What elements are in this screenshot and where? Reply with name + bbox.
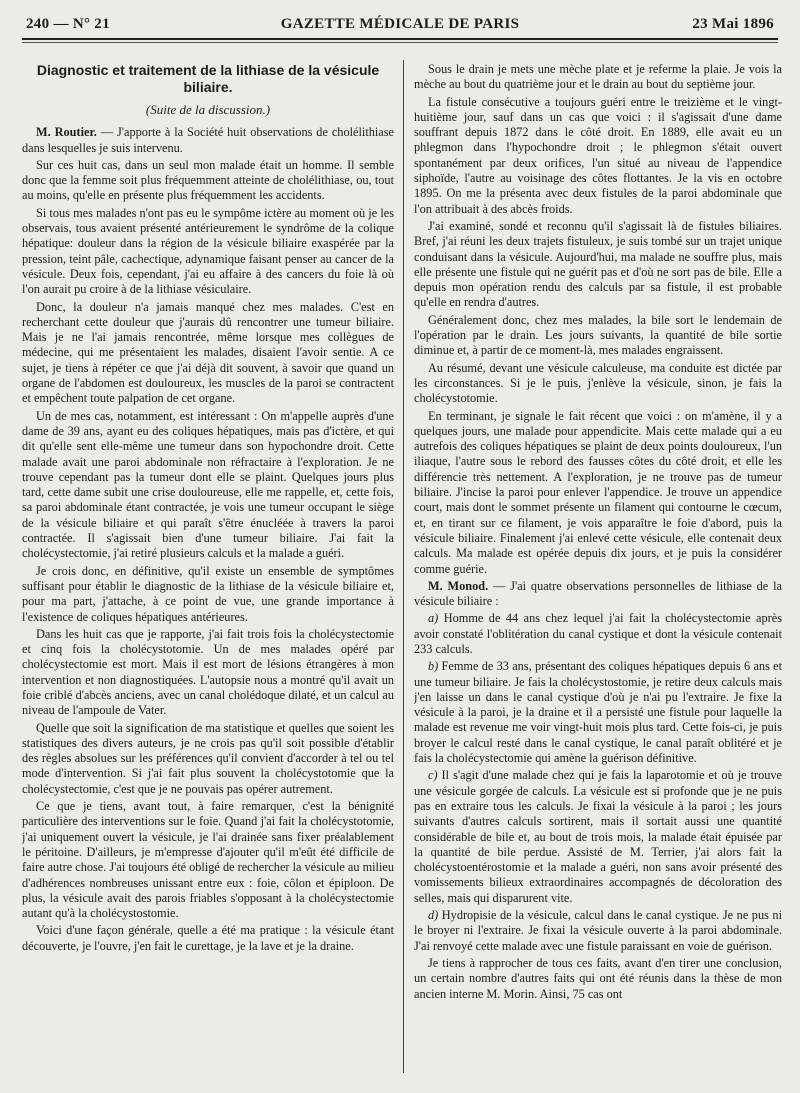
paragraph: Si tous mes malades n'ont pas eu le sympôme ictère au moment où je les observais, tous avaient présenté antérieurement le syndrôme de la colique hépatique: douleur dans la région de la vésicule biliaire exaspérée par la pression, teint pâle, cachectique, adynamique faisant penser au cancer de la vésicule. Deux fois, cependant, j'ai eu affaire à des cancers du foie là où l'on aurait pu croire à de la lithiase vésiculaire. [22,205,394,297]
article-title: Diagnostic et traitement de la lithiase de la vésicule biliaire. [36,62,380,95]
column-divider [403,60,404,1073]
paragraph: Voici d'une façon générale, quelle a été ma pratique : la vésicule étant découverte, je l'ouvre, j'en fait le curettage, je la lave et je la draine. [22,923,394,953]
page-header [26,14,774,38]
case-item [414,611,782,657]
speaker-name: M. Monod. [428,578,489,593]
paragraph: Dans les huit cas que je rapporte, j'ai fait trois fois la cholécystectomie et cinq fois la cholécystotomie. Un de mes malades opéré par cholécystectomie est mort. Mais il est mort de lésions étrangères à mon intervention et non diagnostiquées. L'autopsie nous a montré qu'il avait un foie criblé d'abcès anciens, avec un canal cholédoque dilaté, et un calcul au niveau de l'ampoule de Vater. [22,626,394,718]
speaker-name: M. Routier. [36,125,97,140]
case-letter: a) [428,611,439,626]
left-column [22,62,394,1075]
case-text: Hydropisie de la vésicule, calcul dans le canal cystique. Je ne pus ni le broyer ni l'extraire. Je fixai la vésicule ouverte à la paroi abdominale. J'ai renvoyé cette malade avec une fistule paraissant en voie de guérison. [414,908,782,953]
case-text: Femme de 33 ans, présentant des coliques hépatiques depuis 6 ans et une tumeur biliaire. Je fais la cholécystostomie, je retire deux calculs mais j'en laisse un dans le canal cystique d'où je n'ai pu l'extraire. Je fixe la vésicule à la paroi, je la draine et il a persisté une fistule pour laquelle la malade est revenue me voir vingt-huit mois plus tard. Cette fois-ci, je puis broyer le calcul resté dans le canal cystique, le canal paraît oblitéré et je fais la cholécystectomie qui amène la guérison définitive. [414,659,782,766]
paragraph: Au résumé, devant une vésicule calculeuse, ma conduite est dictée par les circonstances. Si je le puis, j'enlève la vésicule, sinon, je fais la cholécystotomie. [414,360,782,406]
header-rule [22,38,778,40]
page-number: 240 [26,16,50,32]
case-text: Homme de 44 ans chez lequel j'ai fait la cholécystectomie après avoir constaté l'oblitération du canal cystique et dont la vésicule contenait 233 calculs. [414,611,782,656]
journal-title: GAZETTE MÉDICALE DE PARIS [280,16,520,32]
page-number-separator: — [53,16,73,32]
paragraph: Donc, la douleur n'a jamais manqué chez mes malades. C'est en recherchant cette douleur que j'aurais dû rencontrer une tumeur biliaire. Mais je ne l'ai jamais rencontrée, même lorsque mes collègues de médecine, qui me présentaient les malades, disaient l'avoir sentie. A ce sujet, je tiens à répéter ce que j'ai déjà dit souvent, à savoir que quand un organe de l'abdomen est douloureux, les muscles de la paroi se contractent et empêchent toute palpation de cet organe. [22,299,394,406]
paragraph: Généralement donc, chez mes malades, la bile sort le lendemain de l'opération par le drain. Les jours suivants, la quantité de bile sortie diminue et, à partir de ce moment-là, mes malades engraissent. [414,312,782,358]
paragraph: En terminant, je signale le fait récent que voici : on m'amène, il y a quelques jours, une malade pour appendicite. Mais cette malade qui a eu autrefois des coliques hépatiques se plaint de deux points douloureux, l'un iliaque, l'autre sous le rebord des fausses côtes du côté droit, et elle les différencie très nettement. A l'exploration, je ne trouve pas de tumeur biliaire. J'incise la paroi pour enlever l'appendice. Je trouve un appendice court, mais dont le sommet présente un filament qui contourne le cœcum, et, en tirant sur ce filament, je vois apparaître le foie d'abord, puis la vésicule biliaire. Finalement j'ai enlevé cette vésicule, elle contenait deux calculs. Ma malade est opérée depuis dix jours, et je puis la considérer comme guérie. [414,408,782,576]
issue-date: 23 Mai 1896 [692,16,774,32]
paragraph: Je tiens à rapprocher de tous ces faits, avant d'en tirer une conclusion, un certain nombre d'autres faits qui ont été réunis dans la thèse de mon ancien interne M. Morin. Ainsi, 75 cas ont [414,955,782,1001]
case-letter: c) [428,768,438,783]
paragraph: J'ai examiné, sondé et reconnu qu'il s'agissait là de fistules biliaires. Bref, j'ai réuni les deux trajets fistuleux, je suis tombé sur un trajet unique conduisant dans la vésicule. Aujourd'hui, ma malade ne souffre plus, mais elle présente une fistule qui ne guérit pas et d'où ne sort pas de bile. Elle a depuis mon opération rendu des calculs par sa fistule, il est probable qu'elle en rendra d'autres. [414,218,782,310]
case-text: Il s'agit d'une malade chez qui je fais la laparotomie et où je trouve une vésicule gorgée de calculs. La vésicule est si profonde que je ne puis pas en extraire tous les calculs. Je fixai la vésicule à la paroi ; les jours suivants d'autres calculs sortirent, mais il sortait aussi une quantité considérable de bile et, au bout de trois mois, la malade était épuisée par la quantité de bile perdue. Assisté de M. Terrier, j'ai alors fait la cholécystoentérostomie et la malade a guéri, non sans avoir présenté des vomissements bilieux extraordinaires accompagnés de décoloration des selles, mais qui disparurent vite. [414,768,782,905]
case-letter: b) [428,659,439,674]
case-item [414,659,782,766]
paragraph: Sous le drain je mets une mèche plate et je referme la plaie. Je vois la mèche au bout du quatrième jour et le drain au bout du septième jour. [414,62,782,92]
paragraph: Sur ces huit cas, dans un seul mon malade était un homme. Il semble donc que la femme soit plus fréquemment atteinte de cholélithiase, ou, tout au moins, qu'elle en présente plus fréquemment les accidents. [22,157,394,203]
case-item [414,908,782,954]
paragraph: Ce que je tiens, avant tout, à faire remarquer, c'est la bénignité particulière des interventions sur le foie. Quand j'ai fait la cholécystotomie, j'ai uniquement ouvert la vésicule, je l'ai drainée sans fixer préalablement le péritoine. D'ailleurs, je m'empresse d'ajouter qu'il m'eût été difficile de faire autre chose. J'ai toujours été obligé de rechercher la vésicule au milieu d'adhérences nombreuses unissant entre eux : foie, côlon et épiploon. De plus, la vésicule avait des parois friables s'opposant à la cholécystectomie autant qu'à la cholécystostomie. [22,799,394,921]
issue-label: N° 21 [72,16,110,32]
header-rule-thin [22,42,778,43]
paragraph [414,579,782,610]
paragraph [22,125,394,156]
paragraph: Quelle que soit la signification de ma statistique et quelles que soient les statistiques des divers auteurs, je ne crois pas qu'il soit possible d'établir des règles absolues sur les préférences qu'il convient d'accorder à tel ou tel mode d'intervention. Si j'ai fait plus souvent la cholécystotomie que la cholécystectomie, c'est que je ne pouvais pas opérer autrement. [22,720,394,796]
right-column [414,62,782,1075]
paragraph-text: — J'ai quatre observations personnelles de lithiase de la vésicule biliaire : [414,578,782,609]
paragraph: La fistule consécutive a toujours guéri entre le treizième et le vingt-huitième jour, sauf dans un cas que voici : il s'agissait d'une dame souffrant depuis 1872 dans le côté droit. En 1889, elle avait eu un phlegmon dans l'hypochondre droit ; le phlegmon s'était ouvert spontanément par deux orifices, l'un situé au niveau de l'appendice siphoïde, l'autre au voisinage des côtes flottantes. Je la vis en octobre 1895. On me la présenta avec deux fistules de la paroi abdominale que l'on attribuait à des abcès froids. [414,94,782,216]
case-item [414,768,782,906]
paragraph-text: — J'apporte à la Société huit observations de cholélithiase dans lesquelles je suis intervenu. [22,125,394,155]
paragraph: Je crois donc, en définitive, qu'il existe un ensemble de symptômes suffisant pour établir le diagnostic de la lithiase de la vésicule biliaire et, pour ma part, j'attache, à ce point de vue, une grande importance à l'existence de coliques hépatiques antérieures. [22,563,394,624]
paragraph: Un de mes cas, notamment, est intéressant : On m'appelle auprès d'une dame de 39 ans, ayant eu des coliques hépatiques, mais pas d'ictère, et qui dit qu'elle sent elle-même une tumeur dans son hypochondre droit. Cette malade avait une paroi abdominale non réfractaire à l'exploration. Je ne trouve cependant pas la tumeur dont elle se plaint. Quelques jours plus tard, cette dame subit une crise douloureuse, elle me rappelle, et, cette fois, sa paroi abdominale étant contractée, je vois une tumeur occupant le siège de la vésicule biliaire et qui paraît s'être énucléée à travers la paroi contractée. Il s'agissait bien d'une tumeur biliaire. J'ai fait la cholécystectomie, j'ai retiré plusieurs calculs et la malade a guéri. [22,408,394,561]
article-subtitle: (Suite de la discussion.) [145,102,271,117]
case-letter: d) [428,908,439,923]
